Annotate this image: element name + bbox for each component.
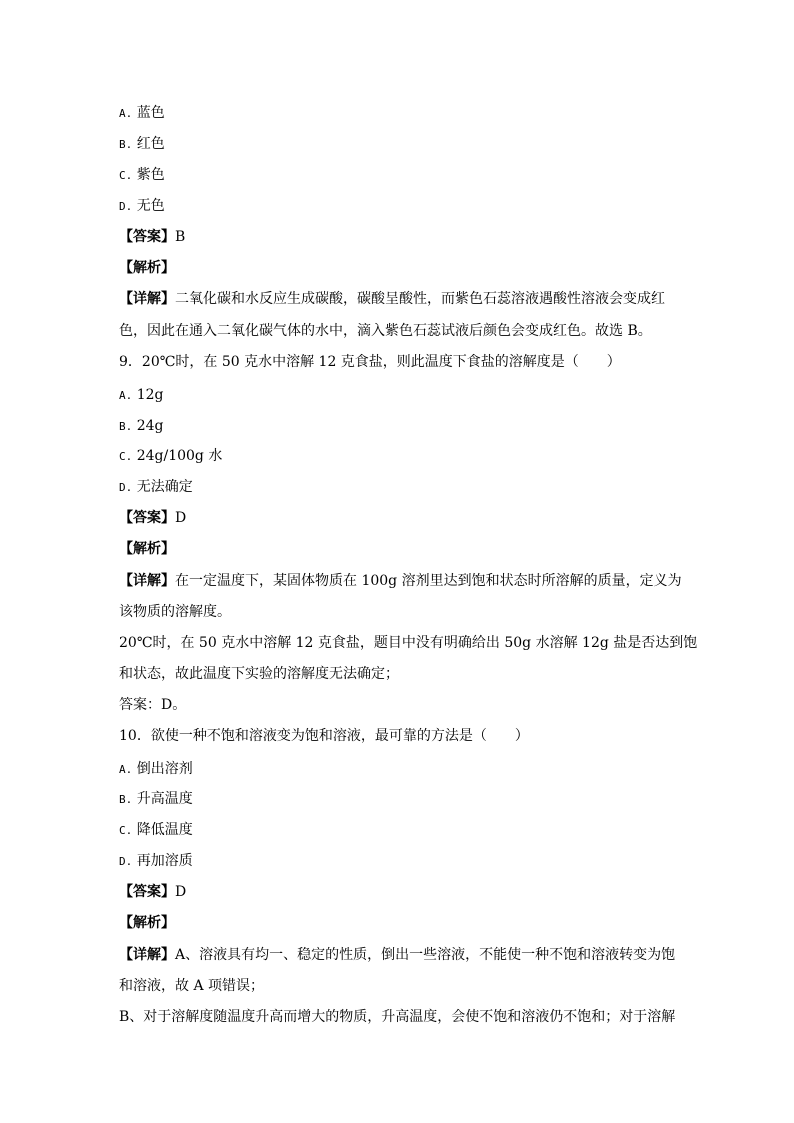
q10-analysis-heading: 【解析】 bbox=[119, 915, 175, 931]
q10-detail-line-3: B、对于溶解度随温度升高而增大的物质，升高温度，会使不饱和溶液仍不饱和；对于溶解 bbox=[119, 1009, 676, 1025]
q8-detail-line-1: 【详解】二氧化碳和水反应生成碳酸，碳酸呈酸性，而紫色石蕊溶液遇酸性溶液会变成红 bbox=[119, 291, 665, 307]
q9-detail-line-2: 该物质的溶解度。 bbox=[119, 604, 231, 620]
q9-analysis-heading: 【解析】 bbox=[119, 541, 175, 557]
q9-option-d: D. 无法确定 bbox=[119, 479, 193, 495]
q9-answer: 【答案】D bbox=[119, 510, 187, 526]
q9-detail-line-3: 20℃时，在 50 克水中溶解 12 克食盐，题目中没有明确给出 50g 水溶解 12g 盐是否达到饱 bbox=[119, 635, 698, 651]
q10-detail-line-1: 【详解】A、溶液具有均一、稳定的性质，倒出一些溶液，不能使一种不饱和溶液转变为饱 bbox=[119, 947, 676, 963]
q9-option-c: C. 24g/100g 水 bbox=[119, 448, 223, 464]
q8-option-b: B. 红色 bbox=[119, 136, 165, 152]
q9-option-b: B. 24g bbox=[119, 418, 164, 434]
q10-option-b: B. 升高温度 bbox=[119, 791, 193, 807]
q8-answer: 【答案】B bbox=[119, 229, 186, 245]
q9-detail-line-4: 和状态，故此温度下实验的溶解度无法确定； bbox=[119, 666, 399, 682]
q8-option-a: A. 蓝色 bbox=[119, 105, 165, 121]
q9-stem: 9．20℃时，在 50 克水中溶解 12 克食盐，则此温度下食盐的溶解度是（ ） bbox=[119, 354, 621, 370]
q8-analysis-heading: 【解析】 bbox=[119, 260, 175, 276]
q10-option-d: D. 再加溶质 bbox=[119, 853, 193, 869]
q9-option-a: A. 12g bbox=[119, 387, 164, 403]
q8-option-d: D. 无色 bbox=[119, 198, 165, 214]
q8-detail-line-2: 色，因此在通入二氧化碳气体的水中，滴入紫色石蕊试液后颜色会变成红色。故选 B。 bbox=[119, 323, 652, 339]
q10-detail-line-2: 和溶液，故 A 项错误； bbox=[119, 978, 265, 994]
q8-option-c: C. 紫色 bbox=[119, 167, 165, 183]
q10-stem: 10．欲使一种不饱和溶液变为饱和溶液，最可靠的方法是（ ） bbox=[119, 728, 529, 744]
q9-detail-line-5: 答案：D。 bbox=[119, 697, 187, 713]
q10-answer: 【答案】D bbox=[119, 884, 187, 900]
q10-option-a: A. 倒出溶剂 bbox=[119, 761, 193, 777]
q9-detail-line-1: 【详解】在一定温度下，某固体物质在 100g 溶剂里达到饱和状态时所溶解的质量，定义为 bbox=[119, 573, 682, 589]
q10-option-c: C. 降低温度 bbox=[119, 822, 193, 838]
